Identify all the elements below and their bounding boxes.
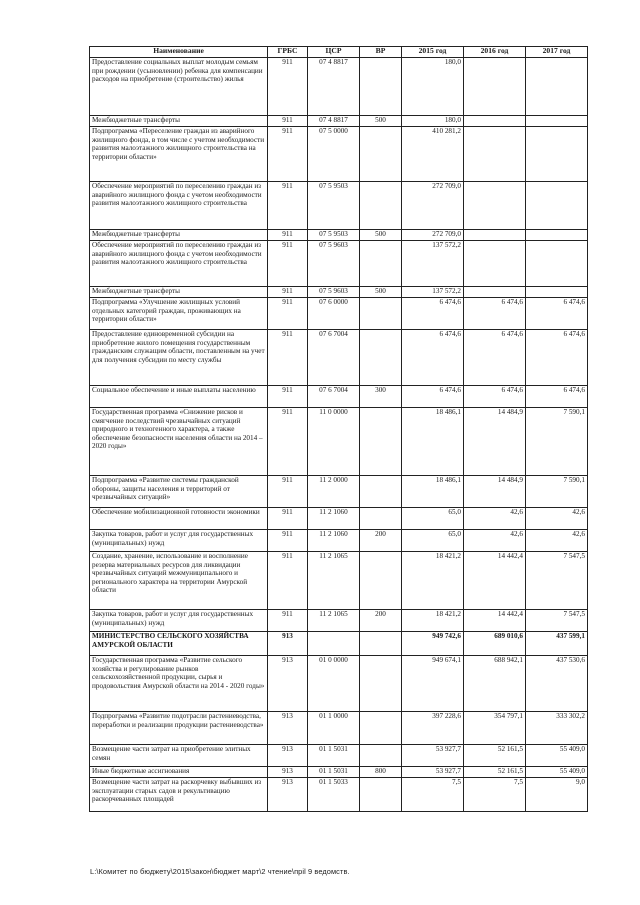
- cell-vr: [360, 330, 402, 386]
- cell-2017: 42,6: [526, 508, 588, 530]
- cell-csr: 07 6 7004: [308, 386, 360, 408]
- table-row: [90, 508, 588, 530]
- cell-2015: 18 486,1: [402, 476, 464, 508]
- cell-2016: 7,5: [464, 778, 526, 812]
- table-row: [90, 712, 588, 745]
- cell-name: Создание, хранение, использование и восполнение резерва материальных ресурсов для ликвидации чрезвычайных ситуаций межмуниципального и регионального характера на территории Амурской области: [90, 552, 268, 610]
- cell-2016: 52 161,5: [464, 767, 526, 778]
- header-name: Наименование: [90, 47, 268, 58]
- table-row: [90, 241, 588, 287]
- cell-grbs: 911: [268, 476, 308, 508]
- cell-csr: 07 5 9603: [308, 241, 360, 287]
- cell-2015: 180,0: [402, 116, 464, 127]
- cell-grbs: 911: [268, 386, 308, 408]
- cell-grbs: 911: [268, 127, 308, 182]
- cell-vr: [360, 712, 402, 745]
- cell-vr: [360, 745, 402, 767]
- cell-grbs: 911: [268, 287, 308, 298]
- cell-csr: 07 4 8817: [308, 116, 360, 127]
- cell-2017: 7 590,1: [526, 408, 588, 476]
- cell-2015: 272 709,0: [402, 182, 464, 230]
- cell-2016: 6 474,6: [464, 386, 526, 408]
- cell-2015: 18 421,2: [402, 610, 464, 632]
- cell-2017: [526, 230, 588, 241]
- cell-csr: 07 6 0000: [308, 298, 360, 330]
- cell-2017: 42,6: [526, 530, 588, 552]
- cell-csr: 07 4 8817: [308, 58, 360, 116]
- cell-grbs: 911: [268, 330, 308, 386]
- table-row: [90, 408, 588, 476]
- cell-grbs: 911: [268, 408, 308, 476]
- file-path-footer: L:\Комитет по бюджету\2015\закон\бюджет март\2 чтение\прil 9 ведомств.: [90, 867, 350, 876]
- header-2017: 2017 год: [526, 47, 588, 58]
- cell-2015: 65,0: [402, 508, 464, 530]
- header-csr: ЦСР: [308, 47, 360, 58]
- cell-name: Подпрограмма «Развитие подотрасли растениеводства, переработки и реализации продукции растениеводства»: [90, 712, 268, 745]
- cell-2017: 7 547,5: [526, 552, 588, 610]
- cell-name: Возмещение части затрат на раскорчевку выбывших из эксплуатации старых садов и рекультивацию раскорчеванных площадей: [90, 778, 268, 812]
- cell-2016: [464, 230, 526, 241]
- cell-grbs: 911: [268, 116, 308, 127]
- cell-2016: 14 442,4: [464, 610, 526, 632]
- cell-csr: 11 2 1065: [308, 552, 360, 610]
- budget-table-sheet: [89, 46, 587, 812]
- cell-2017: 6 474,6: [526, 298, 588, 330]
- table-row: [90, 127, 588, 182]
- cell-csr: 11 2 1060: [308, 508, 360, 530]
- cell-csr: 01 0 0000: [308, 656, 360, 712]
- cell-vr: [360, 552, 402, 610]
- table-row: [90, 116, 588, 127]
- cell-name: Иные бюджетные ассигнования: [90, 767, 268, 778]
- cell-grbs: 913: [268, 767, 308, 778]
- cell-2016: 42,6: [464, 508, 526, 530]
- cell-grbs: 911: [268, 508, 308, 530]
- cell-vr: [360, 656, 402, 712]
- cell-name: Подпрограмма «Улучшение жилищных условий отдельных категорий граждан, проживающих на территории области»: [90, 298, 268, 330]
- cell-2015: 137 572,2: [402, 287, 464, 298]
- cell-2017: 55 409,0: [526, 767, 588, 778]
- table-row: [90, 298, 588, 330]
- cell-name: Закупка товаров, работ и услуг для государственных (муниципальных) нужд: [90, 610, 268, 632]
- cell-grbs: 911: [268, 298, 308, 330]
- cell-vr: 200: [360, 530, 402, 552]
- cell-grbs: 911: [268, 610, 308, 632]
- cell-vr: [360, 508, 402, 530]
- cell-grbs: 911: [268, 230, 308, 241]
- cell-grbs: 911: [268, 241, 308, 287]
- cell-vr: [360, 778, 402, 812]
- header-2016: 2016 год: [464, 47, 526, 58]
- cell-name: Обеспечение мобилизационной готовности экономики: [90, 508, 268, 530]
- cell-2017: [526, 127, 588, 182]
- cell-2015: 949 674,1: [402, 656, 464, 712]
- cell-2017: [526, 58, 588, 116]
- cell-2016: [464, 182, 526, 230]
- cell-2017: 9,0: [526, 778, 588, 812]
- cell-grbs: 913: [268, 745, 308, 767]
- cell-2017: 6 474,6: [526, 386, 588, 408]
- cell-csr: 07 5 9603: [308, 287, 360, 298]
- cell-2015: 397 228,6: [402, 712, 464, 745]
- cell-name: Межбюджетные трансферты: [90, 116, 268, 127]
- cell-2016: 354 797,1: [464, 712, 526, 745]
- table-body: [90, 58, 588, 812]
- cell-vr: [360, 298, 402, 330]
- cell-2017: 333 302,2: [526, 712, 588, 745]
- table-row: [90, 182, 588, 230]
- cell-2017: [526, 116, 588, 127]
- cell-2015: 6 474,6: [402, 386, 464, 408]
- cell-2015: 18 486,1: [402, 408, 464, 476]
- cell-2016: 42,6: [464, 530, 526, 552]
- cell-grbs: 911: [268, 530, 308, 552]
- table-row: [90, 767, 588, 778]
- cell-2016: [464, 127, 526, 182]
- table-header-row: [90, 47, 588, 58]
- cell-name: Предоставление единовременной субсидии на приобретение жилого помещения государственным гражданским служащим области, поставленным на учет для получения субсидии по месту службы: [90, 330, 268, 386]
- cell-2017: [526, 287, 588, 298]
- cell-csr: 01 1 0000: [308, 712, 360, 745]
- cell-vr: [360, 58, 402, 116]
- cell-name: Подпрограмма «Развитие системы гражданской обороны, защиты населения и территорий от чрезвычайных ситуаций»: [90, 476, 268, 508]
- cell-vr: [360, 476, 402, 508]
- cell-2015: 7,5: [402, 778, 464, 812]
- cell-name: Возмещение части затрат на приобретение элитных семян: [90, 745, 268, 767]
- table-row: [90, 632, 588, 656]
- cell-2017: 55 409,0: [526, 745, 588, 767]
- cell-grbs: 911: [268, 552, 308, 610]
- cell-name: Государственная программа «Развитие сельского хозяйства и регулирование рынков сельскохозяйственной продукции, сырья и продовольствия Амурской области на 2014 - 2020 годы»: [90, 656, 268, 712]
- table-row: [90, 230, 588, 241]
- cell-2016: [464, 287, 526, 298]
- cell-vr: 800: [360, 767, 402, 778]
- cell-csr: 11 2 0000: [308, 476, 360, 508]
- table-row: [90, 745, 588, 767]
- cell-name: Межбюджетные трансферты: [90, 287, 268, 298]
- cell-csr: 07 5 0000: [308, 127, 360, 182]
- cell-grbs: 913: [268, 712, 308, 745]
- cell-2015: 949 742,6: [402, 632, 464, 656]
- cell-2015: 180,0: [402, 58, 464, 116]
- cell-name: Закупка товаров, работ и услуг для государственных (муниципальных) нужд: [90, 530, 268, 552]
- cell-vr: [360, 632, 402, 656]
- table-row: [90, 656, 588, 712]
- cell-csr: 11 2 1060: [308, 530, 360, 552]
- cell-2016: [464, 241, 526, 287]
- table-row: [90, 530, 588, 552]
- cell-name: Предоставление социальных выплат молодым семьям при рождении (усыновлении) ребенка для компенсации расходов на приобретение (строительство) жилья: [90, 58, 268, 116]
- cell-2017: 437 599,1: [526, 632, 588, 656]
- cell-vr: [360, 241, 402, 287]
- cell-2015: 410 281,2: [402, 127, 464, 182]
- cell-csr: 07 5 9503: [308, 182, 360, 230]
- cell-name: Подпрограмма «Переселение граждан из аварийного жилищного фонда, в том числе с учетом необходимости развития малоэтажного жилищного строительства на территории области»: [90, 127, 268, 182]
- cell-csr: 07 6 7004: [308, 330, 360, 386]
- cell-2016: 6 474,6: [464, 298, 526, 330]
- budget-table: [89, 46, 588, 812]
- cell-2015: 6 474,6: [402, 298, 464, 330]
- cell-vr: 200: [360, 610, 402, 632]
- table-row: [90, 58, 588, 116]
- cell-2016: 14 484,9: [464, 476, 526, 508]
- cell-csr: 01 1 5031: [308, 767, 360, 778]
- cell-csr: 01 1 5033: [308, 778, 360, 812]
- cell-2016: 52 161,5: [464, 745, 526, 767]
- cell-2016: 14 442,4: [464, 552, 526, 610]
- cell-name: Государственная программа «Снижение рисков и смягчение последствий чрезвычайных ситуаций природного и техногенного характера, а также обеспечение безопасности населения области на 2014 – 2020 годы»: [90, 408, 268, 476]
- table-row: [90, 610, 588, 632]
- cell-2016: 689 010,6: [464, 632, 526, 656]
- cell-csr: 07 5 9503: [308, 230, 360, 241]
- header-grbs: ГРБС: [268, 47, 308, 58]
- cell-csr: 01 1 5031: [308, 745, 360, 767]
- cell-name: Обеспечение мероприятий по переселению граждан из аварийного жилищного фонда с учетом необходимости развития малоэтажного жилищного строительства: [90, 241, 268, 287]
- table-row: [90, 552, 588, 610]
- cell-vr: [360, 182, 402, 230]
- cell-2016: [464, 116, 526, 127]
- cell-2016: 688 942,1: [464, 656, 526, 712]
- cell-2015: 65,0: [402, 530, 464, 552]
- cell-2015: 272 709,0: [402, 230, 464, 241]
- cell-2017: 7 590,1: [526, 476, 588, 508]
- cell-vr: 300: [360, 386, 402, 408]
- cell-2015: 53 927,7: [402, 767, 464, 778]
- cell-2016: [464, 58, 526, 116]
- cell-2016: 14 484,9: [464, 408, 526, 476]
- cell-2017: 7 547,5: [526, 610, 588, 632]
- cell-name: МИНИСТЕРСТВО СЕЛЬСКОГО ХОЗЯЙСТВА АМУРСКОЙ ОБЛАСТИ: [90, 632, 268, 656]
- cell-name: Межбюджетные трансферты: [90, 230, 268, 241]
- table-row: [90, 330, 588, 386]
- cell-name: Обеспечение мероприятий по переселению граждан из аварийного жилищного фонда с учетом необходимости развития малоэтажного жилищного строительства: [90, 182, 268, 230]
- table-row: [90, 287, 588, 298]
- cell-grbs: 911: [268, 182, 308, 230]
- cell-vr: [360, 127, 402, 182]
- cell-grbs: 911: [268, 58, 308, 116]
- cell-2015: 53 927,7: [402, 745, 464, 767]
- header-2015: 2015 год: [402, 47, 464, 58]
- cell-name: Социальное обеспечение и иные выплаты населению: [90, 386, 268, 408]
- cell-grbs: 913: [268, 778, 308, 812]
- header-vr: ВР: [360, 47, 402, 58]
- cell-grbs: 913: [268, 656, 308, 712]
- cell-2017: [526, 241, 588, 287]
- table-row: [90, 476, 588, 508]
- cell-vr: 500: [360, 116, 402, 127]
- cell-2016: 6 474,6: [464, 330, 526, 386]
- cell-2015: 18 421,2: [402, 552, 464, 610]
- cell-vr: 500: [360, 287, 402, 298]
- cell-2017: [526, 182, 588, 230]
- cell-vr: [360, 408, 402, 476]
- cell-2017: 6 474,6: [526, 330, 588, 386]
- cell-2017: 437 530,6: [526, 656, 588, 712]
- cell-2015: 6 474,6: [402, 330, 464, 386]
- cell-vr: 500: [360, 230, 402, 241]
- cell-csr: [308, 632, 360, 656]
- cell-2015: 137 572,2: [402, 241, 464, 287]
- cell-grbs: 913: [268, 632, 308, 656]
- table-row: [90, 778, 588, 812]
- cell-csr: 11 0 0000: [308, 408, 360, 476]
- table-row: [90, 386, 588, 408]
- cell-csr: 11 2 1065: [308, 610, 360, 632]
